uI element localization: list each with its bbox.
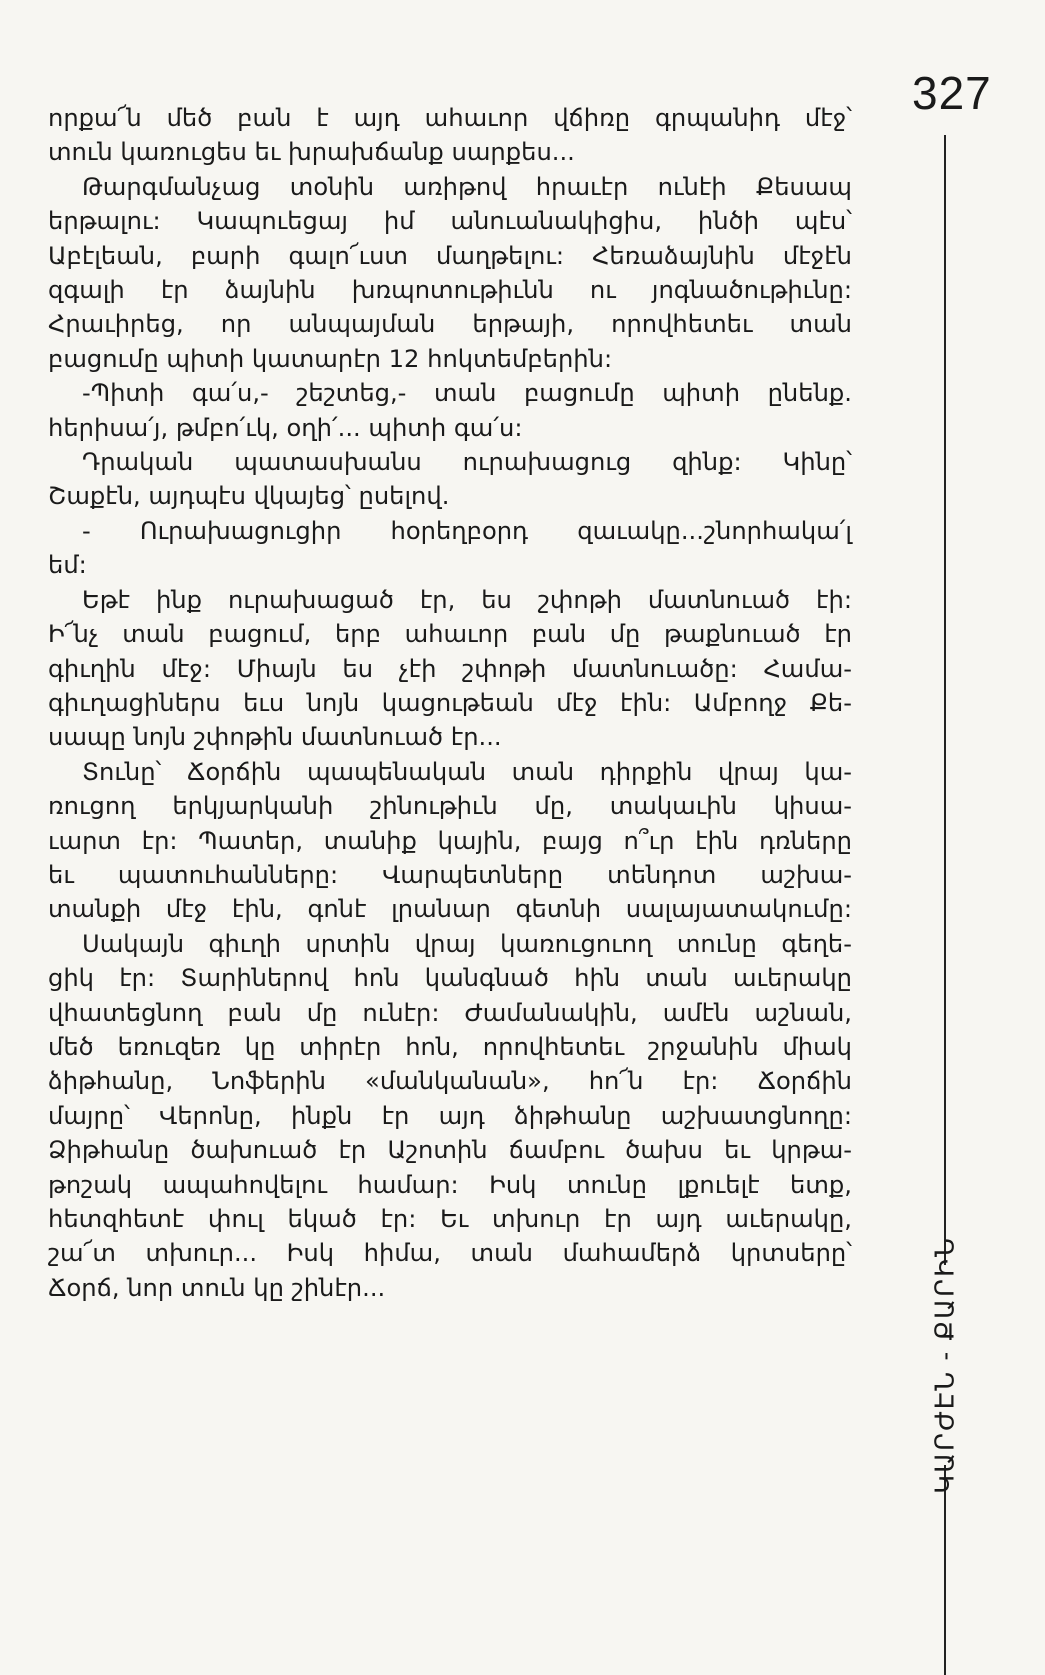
text-line: ցիկ էր: Տարիներով հոն կանգնած հին տան աւերակը bbox=[48, 964, 852, 993]
text-line: գիւղացիներս եւս նոյն կացութեան մէջ էին: Ամբողջ Քե- bbox=[48, 688, 852, 717]
text-line: ւարտ էր: Պատեր, տանիք կային, բայց ո՞ւր էին դռները bbox=[48, 826, 852, 855]
text-line: սապը նոյն շփոթին մատնուած էր... bbox=[48, 723, 502, 752]
text-line: Տունը՝ Ճօրճին պապենական տան դիրքին վրայ կա- bbox=[82, 757, 852, 786]
text-line: վհատեցնող բան մը ունէր: Ժամանակին, ամէն աշնան, bbox=[48, 998, 852, 1027]
page-number: 327 bbox=[912, 67, 992, 119]
text-line: տուն կառուցես եւ խրախճանք սարքես... bbox=[48, 138, 575, 167]
text-line: մեծ եռուզեռ կը տիրէր հոն, որովհետեւ շրջանին միակ bbox=[48, 1032, 852, 1061]
text-line: Սակայն գիւղի սրտին վրայ կառուցուող տունը գեղե- bbox=[82, 929, 852, 958]
text-line: տանքի մէջ էին, գոնէ լրանար գետնի սալայատակումը: bbox=[48, 895, 852, 924]
text-line: հերիսա՛յ, թմբո՛ւկ, օղի՛... պիտի գա՛ս: bbox=[48, 413, 523, 442]
text-line: զգալի էր ձայնին խռպոտութիւնն ու յոգնածութիւնը: bbox=[48, 276, 852, 305]
text-line: Եթէ ինք ուրախացած էր, ես շփոթի մատնուած էի: bbox=[82, 585, 852, 614]
text-line: Դրական պատասխանս ուրախացուց զինք: Կինը՝ bbox=[82, 448, 852, 477]
body-text bbox=[48, 101, 852, 1305]
text-line: - Ուրախացուցիր հօրեղբօրդ զաւակը...շնորհակա՛լ bbox=[82, 516, 852, 545]
text-line: բացումը պիտի կատարէր 12 հոկտեմբերին: bbox=[48, 344, 613, 373]
text-line: գիւղին մէջ: Միայն ես չէի շփոթի մատնուածը: Համա- bbox=[48, 654, 852, 683]
text-line: Աբէլեան, բարի գալո՜ւստ մաղթելու: Հեռաձայնին մէջէն bbox=[48, 241, 852, 270]
text-line: Ճօրճ, նոր տուն կը շինէր... bbox=[48, 1273, 386, 1302]
text-line: որքա՜ն մեծ բան է այդ ահաւոր վճիռը գրպանիդ մէջ՝ bbox=[48, 104, 852, 132]
text-line: ձիթհանը, Նոֆերին «մանկանան», հո՜ն էր: Ճօրճին bbox=[48, 1067, 852, 1096]
running-head: ԿԱՐԺԷՆ - ՔԱՐԻՆ bbox=[929, 1236, 960, 1494]
text-line: Շաքէն, այդպէս վկայեց՝ ըսելով. bbox=[48, 482, 450, 511]
text-line: մայրը՝ Վերոնը, ինքն էր այդ ձիթհանը աշխատցնողը: bbox=[48, 1101, 852, 1130]
text-line: թոշակ ապահովելու համար: Իսկ տունը լքուելէ ետք, bbox=[48, 1170, 852, 1199]
text-line: Հրաւիրեց, որ անպայման երթայի, որովհետեւ տան bbox=[48, 310, 852, 339]
text-line: -Պիտի գա՛ս,- շեշտեց,- տան բացումը պիտի ընենք. bbox=[82, 379, 852, 408]
text-line: երթալու: Կապուեցայ իմ անուանակիցիս, ինծի պէս՝ bbox=[48, 207, 852, 236]
text-line: եմ: bbox=[48, 551, 87, 580]
text-line: Թարգմանչաց տօնին առիթով հրաւէր ունէի Քեսապ bbox=[82, 172, 852, 201]
text-line: ռուցող երկյարկանի շինութիւն մը, տակաւին կիսա- bbox=[48, 792, 852, 821]
text-line: Ձիթհանը ծախուած էր Աշոտին ճամբու ծախս եւ կրթա- bbox=[48, 1136, 852, 1165]
text-line: շա՜տ տխուր... Իսկ հիմա, տան մահամերձ կրտսերը՝ bbox=[48, 1239, 852, 1268]
text-line: հետզհետէ փուլ եկած էր: Եւ տխուր էր այդ աւերակը, bbox=[48, 1205, 852, 1233]
text-line: եւ պատուհանները: Վարպետները տենդոտ աշխա- bbox=[48, 860, 852, 889]
text-line: Ի՜նչ տան բացում, երբ ահաւոր բան մը թաքնուած էր bbox=[48, 620, 852, 649]
